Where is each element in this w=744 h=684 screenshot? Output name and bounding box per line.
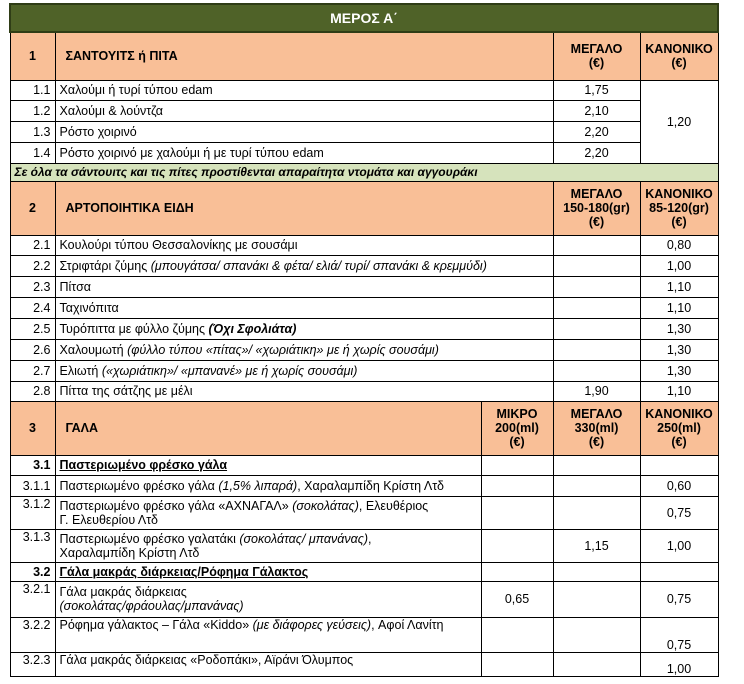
price-large: 1,75 <box>553 80 640 100</box>
col-header-normal-size: 85-120(gr) <box>649 201 709 215</box>
col-header-large-unit: (€) <box>588 435 605 449</box>
table-row <box>10 297 718 318</box>
section-header-2 <box>10 181 718 235</box>
note-row <box>10 163 718 181</box>
item-text: Στριφτάρι ζύμης <box>59 258 151 273</box>
table-row <box>10 360 718 381</box>
col-header-normal <box>640 181 718 235</box>
col-header-large-unit: (€) <box>588 56 605 71</box>
item-text-italic: (σοκολάτας/ μπανάνας) <box>239 531 368 546</box>
price-small <box>481 475 553 496</box>
price-large <box>553 318 640 339</box>
col-header-normal <box>640 32 718 80</box>
col-header-large <box>553 181 640 235</box>
item-description: Ρόστο χοιρινό με χαλούμι ή με τυρί τύπου edam <box>55 142 553 163</box>
section-name: ΓΑΛΑ <box>55 401 481 455</box>
table-row <box>10 496 718 529</box>
item-text: Χαλουμωτή <box>59 342 128 357</box>
section-number: 3 <box>10 401 55 455</box>
item-description <box>55 318 553 339</box>
price-normal: 1,30 <box>640 318 718 339</box>
section-number: 1 <box>10 32 55 80</box>
item-text: Ρόφημα γάλακτος – Γάλα «Kiddo» <box>59 617 253 632</box>
empty-cell <box>481 562 553 581</box>
item-number: 2.1 <box>10 235 55 255</box>
price-large <box>553 496 640 529</box>
col-header-small <box>481 401 553 455</box>
item-description <box>55 381 553 401</box>
item-text-suffix: , <box>368 531 372 546</box>
item-number: 1.2 <box>10 100 55 121</box>
price-normal: 1,00 <box>640 652 718 676</box>
price-list-sheet <box>9 3 717 677</box>
col-header-normal-unit: (€) <box>671 215 687 229</box>
price-large: 1,90 <box>553 381 640 401</box>
price-small <box>481 529 553 562</box>
item-number: 2.7 <box>10 360 55 381</box>
col-header-normal-label: ΚΑΝΟΝΙΚΟ <box>645 42 713 57</box>
col-header-large <box>553 401 640 455</box>
section-number: 2 <box>10 181 55 235</box>
item-text: Παστεριωμένο φρέσκο γαλατάκι <box>59 531 240 546</box>
item-description <box>55 581 481 617</box>
section-header-1 <box>10 32 718 80</box>
item-description: Ρόστο χοιρινό <box>55 121 553 142</box>
empty-cell <box>640 562 718 581</box>
item-text-italic: (1,5% λιπαρά) <box>218 478 298 493</box>
price-large <box>553 652 640 676</box>
item-description <box>55 475 481 496</box>
item-number: 2.8 <box>10 381 55 401</box>
item-text-line2: Γ. Ελευθερίου Λτδ <box>59 512 159 527</box>
col-header-normal-unit: (€) <box>671 435 687 449</box>
price-large: 2,20 <box>553 121 640 142</box>
empty-cell <box>640 455 718 475</box>
item-text-line2: Χαραλαμπίδη Κρίστη Λτδ <box>59 545 200 560</box>
table-row <box>10 121 718 142</box>
col-header-normal-label: ΚΑΝΟΝΙΚΟ <box>645 187 713 201</box>
item-text-italic: (μπουγάτσα/ σπανάκι & φέτα/ ελιά/ τυρί/ σπανάκι & κρεμμύδι) <box>150 258 487 273</box>
col-header-small-unit: (€) <box>509 435 525 449</box>
item-description <box>55 339 553 360</box>
item-text-italic: (σοκολάτας/φράουλας/μπανάνας) <box>59 599 244 613</box>
price-large <box>553 276 640 297</box>
col-header-normal-size: 250(ml) <box>657 421 701 435</box>
item-description <box>55 529 481 562</box>
price-normal: 0,75 <box>640 496 718 529</box>
empty-cell <box>553 562 640 581</box>
col-header-large-size: 330(ml) <box>574 421 619 435</box>
item-text: Ταχινόπιτα <box>59 300 119 315</box>
item-number: 1.3 <box>10 121 55 142</box>
item-number: 3.2.3 <box>10 652 55 676</box>
price-large <box>553 581 640 617</box>
item-text-italic: (με διάφορες γεύσεις) <box>252 617 372 632</box>
col-header-normal-label: ΚΑΝΟΝΙΚΟ <box>645 407 713 421</box>
table-row <box>10 318 718 339</box>
item-text-suffix: , Χαραλαμπίδη Κρίστη Λτδ <box>297 478 444 493</box>
price-normal-shared: 1,20 <box>640 80 718 163</box>
table-row <box>10 276 718 297</box>
table-row <box>10 652 718 676</box>
table-title-row <box>10 4 718 32</box>
item-number: 2.2 <box>10 255 55 276</box>
subsection-number: 3.2 <box>10 562 55 581</box>
subsection-number: 3.1 <box>10 455 55 475</box>
item-number: 2.4 <box>10 297 55 318</box>
price-normal: 0,60 <box>640 475 718 496</box>
price-normal: 0,80 <box>640 235 718 255</box>
item-description: Γάλα μακράς διάρκειας «Ροδοπάκι», Αϊράνι Όλυμπος <box>55 652 481 676</box>
item-text: Τυρόπιττα με φύλλο ζύμης <box>59 321 209 336</box>
price-small <box>481 617 553 652</box>
col-header-large-label: ΜΕΓΑΛΟ <box>570 42 623 57</box>
item-text-italic: («χωριάτικη»/ «μπανανέ» με ή χωρίς σουσάμι) <box>101 363 358 378</box>
item-number: 3.1.2 <box>10 496 55 529</box>
item-description <box>55 297 553 318</box>
table-row <box>10 529 718 562</box>
item-text: Παστεριωμένο φρέσκο γάλα <box>59 478 219 493</box>
price-large <box>553 617 640 652</box>
price-normal: 1,00 <box>640 255 718 276</box>
item-text-suffix: , Αφοί Λανίτη <box>371 617 444 632</box>
price-normal: 1,30 <box>640 360 718 381</box>
item-text-italic: (φύλλο τύπου «πίτας»/ «χωριάτικη» με ή χωρίς σουσάμι) <box>127 342 439 357</box>
item-description <box>55 235 553 255</box>
price-small: 0,65 <box>481 581 553 617</box>
price-large: 2,20 <box>553 142 640 163</box>
item-number: 1.1 <box>10 80 55 100</box>
col-header-normal-unit: (€) <box>671 56 687 71</box>
item-number: 1.4 <box>10 142 55 163</box>
item-text: Πίτσα <box>59 279 92 294</box>
subsection-name: Γάλα μακράς διάρκειας/Ρόφημα Γάλακτος <box>55 562 481 581</box>
item-number: 3.1.3 <box>10 529 55 562</box>
col-header-small-label: ΜΙΚΡΟ <box>496 407 538 421</box>
item-text-suffix: , Ελευθέριος <box>358 498 429 513</box>
table-row <box>10 80 718 100</box>
col-header-large-unit: (€) <box>588 215 605 229</box>
price-large: 2,10 <box>553 100 640 121</box>
table-row <box>10 381 718 401</box>
item-description: Χαλούμι ή τυρί τύπου edam <box>55 80 553 100</box>
price-normal: 1,00 <box>640 529 718 562</box>
item-text: Παστεριωμένο φρέσκο γάλα «ΑΧΝΑΓΑΛ» <box>59 498 293 513</box>
col-header-large <box>553 32 640 80</box>
col-header-large-size: 150-180(gr) <box>563 201 630 215</box>
item-text-bold-italic: (Όχι Σφολιάτα) <box>208 321 297 336</box>
item-number: 3.1.1 <box>10 475 55 496</box>
table-row <box>10 255 718 276</box>
price-normal: 1,30 <box>640 339 718 360</box>
col-header-large-label: ΜΕΓΑΛΟ <box>570 187 623 201</box>
price-normal: 0,75 <box>640 581 718 617</box>
empty-cell <box>553 455 640 475</box>
price-small <box>481 652 553 676</box>
note-text: Σε όλα τα σάντουιτς και τις πίτες προστίθενται απαραίτητα ντομάτα και αγγουράκι <box>10 163 718 181</box>
item-description <box>55 276 553 297</box>
item-description <box>55 617 481 652</box>
price-large <box>553 360 640 381</box>
item-description <box>55 360 553 381</box>
item-text-italic: (σοκολάτας) <box>292 498 359 513</box>
price-normal: 1,10 <box>640 276 718 297</box>
price-normal: 1,10 <box>640 297 718 318</box>
price-large <box>553 255 640 276</box>
item-number: 3.2.1 <box>10 581 55 617</box>
item-number: 2.5 <box>10 318 55 339</box>
section-name: ΑΡΤΟΠΟΙΗΤΙΚΑ ΕΙΔΗ <box>55 181 553 235</box>
item-number: 2.6 <box>10 339 55 360</box>
table-row <box>10 617 718 652</box>
item-number: 2.3 <box>10 276 55 297</box>
subsection-name: Παστεριωμένο φρέσκο γάλα <box>55 455 481 475</box>
item-text: Γάλα μακράς διάρκειας <box>59 585 187 599</box>
col-header-small-size: 200(ml) <box>495 421 539 435</box>
item-number: 3.2.2 <box>10 617 55 652</box>
col-header-large-label: ΜΕΓΑΛΟ <box>570 407 623 421</box>
price-large <box>553 475 640 496</box>
page-title: ΜΕΡΟΣ Α΄ <box>10 4 718 32</box>
price-large <box>553 235 640 255</box>
price-large: 1,15 <box>553 529 640 562</box>
subsection-row-3-2 <box>10 562 718 581</box>
price-normal: 0,75 <box>640 617 718 652</box>
item-description: Χαλούμι & λούντζα <box>55 100 553 121</box>
item-description <box>55 255 553 276</box>
table-row <box>10 475 718 496</box>
table-row <box>10 142 718 163</box>
table-row <box>10 339 718 360</box>
price-large <box>553 339 640 360</box>
empty-cell <box>481 455 553 475</box>
item-text: Πίττα της σάτζης με μέλι <box>59 384 193 398</box>
price-table <box>9 3 719 677</box>
item-text: Κουλούρι τύπου Θεσσαλονίκης με σουσάμι <box>59 238 298 252</box>
section-header-3 <box>10 401 718 455</box>
item-text: Ελιωτή <box>59 363 102 378</box>
price-small <box>481 496 553 529</box>
price-normal: 1,10 <box>640 381 718 401</box>
table-row <box>10 100 718 121</box>
section-name: ΣΑΝΤΟΥΙΤΣ ή ΠΙΤΑ <box>55 32 553 80</box>
table-row <box>10 581 718 617</box>
table-row <box>10 235 718 255</box>
item-description <box>55 496 481 529</box>
col-header-normal <box>640 401 718 455</box>
price-large <box>553 297 640 318</box>
subsection-row-3-1 <box>10 455 718 475</box>
